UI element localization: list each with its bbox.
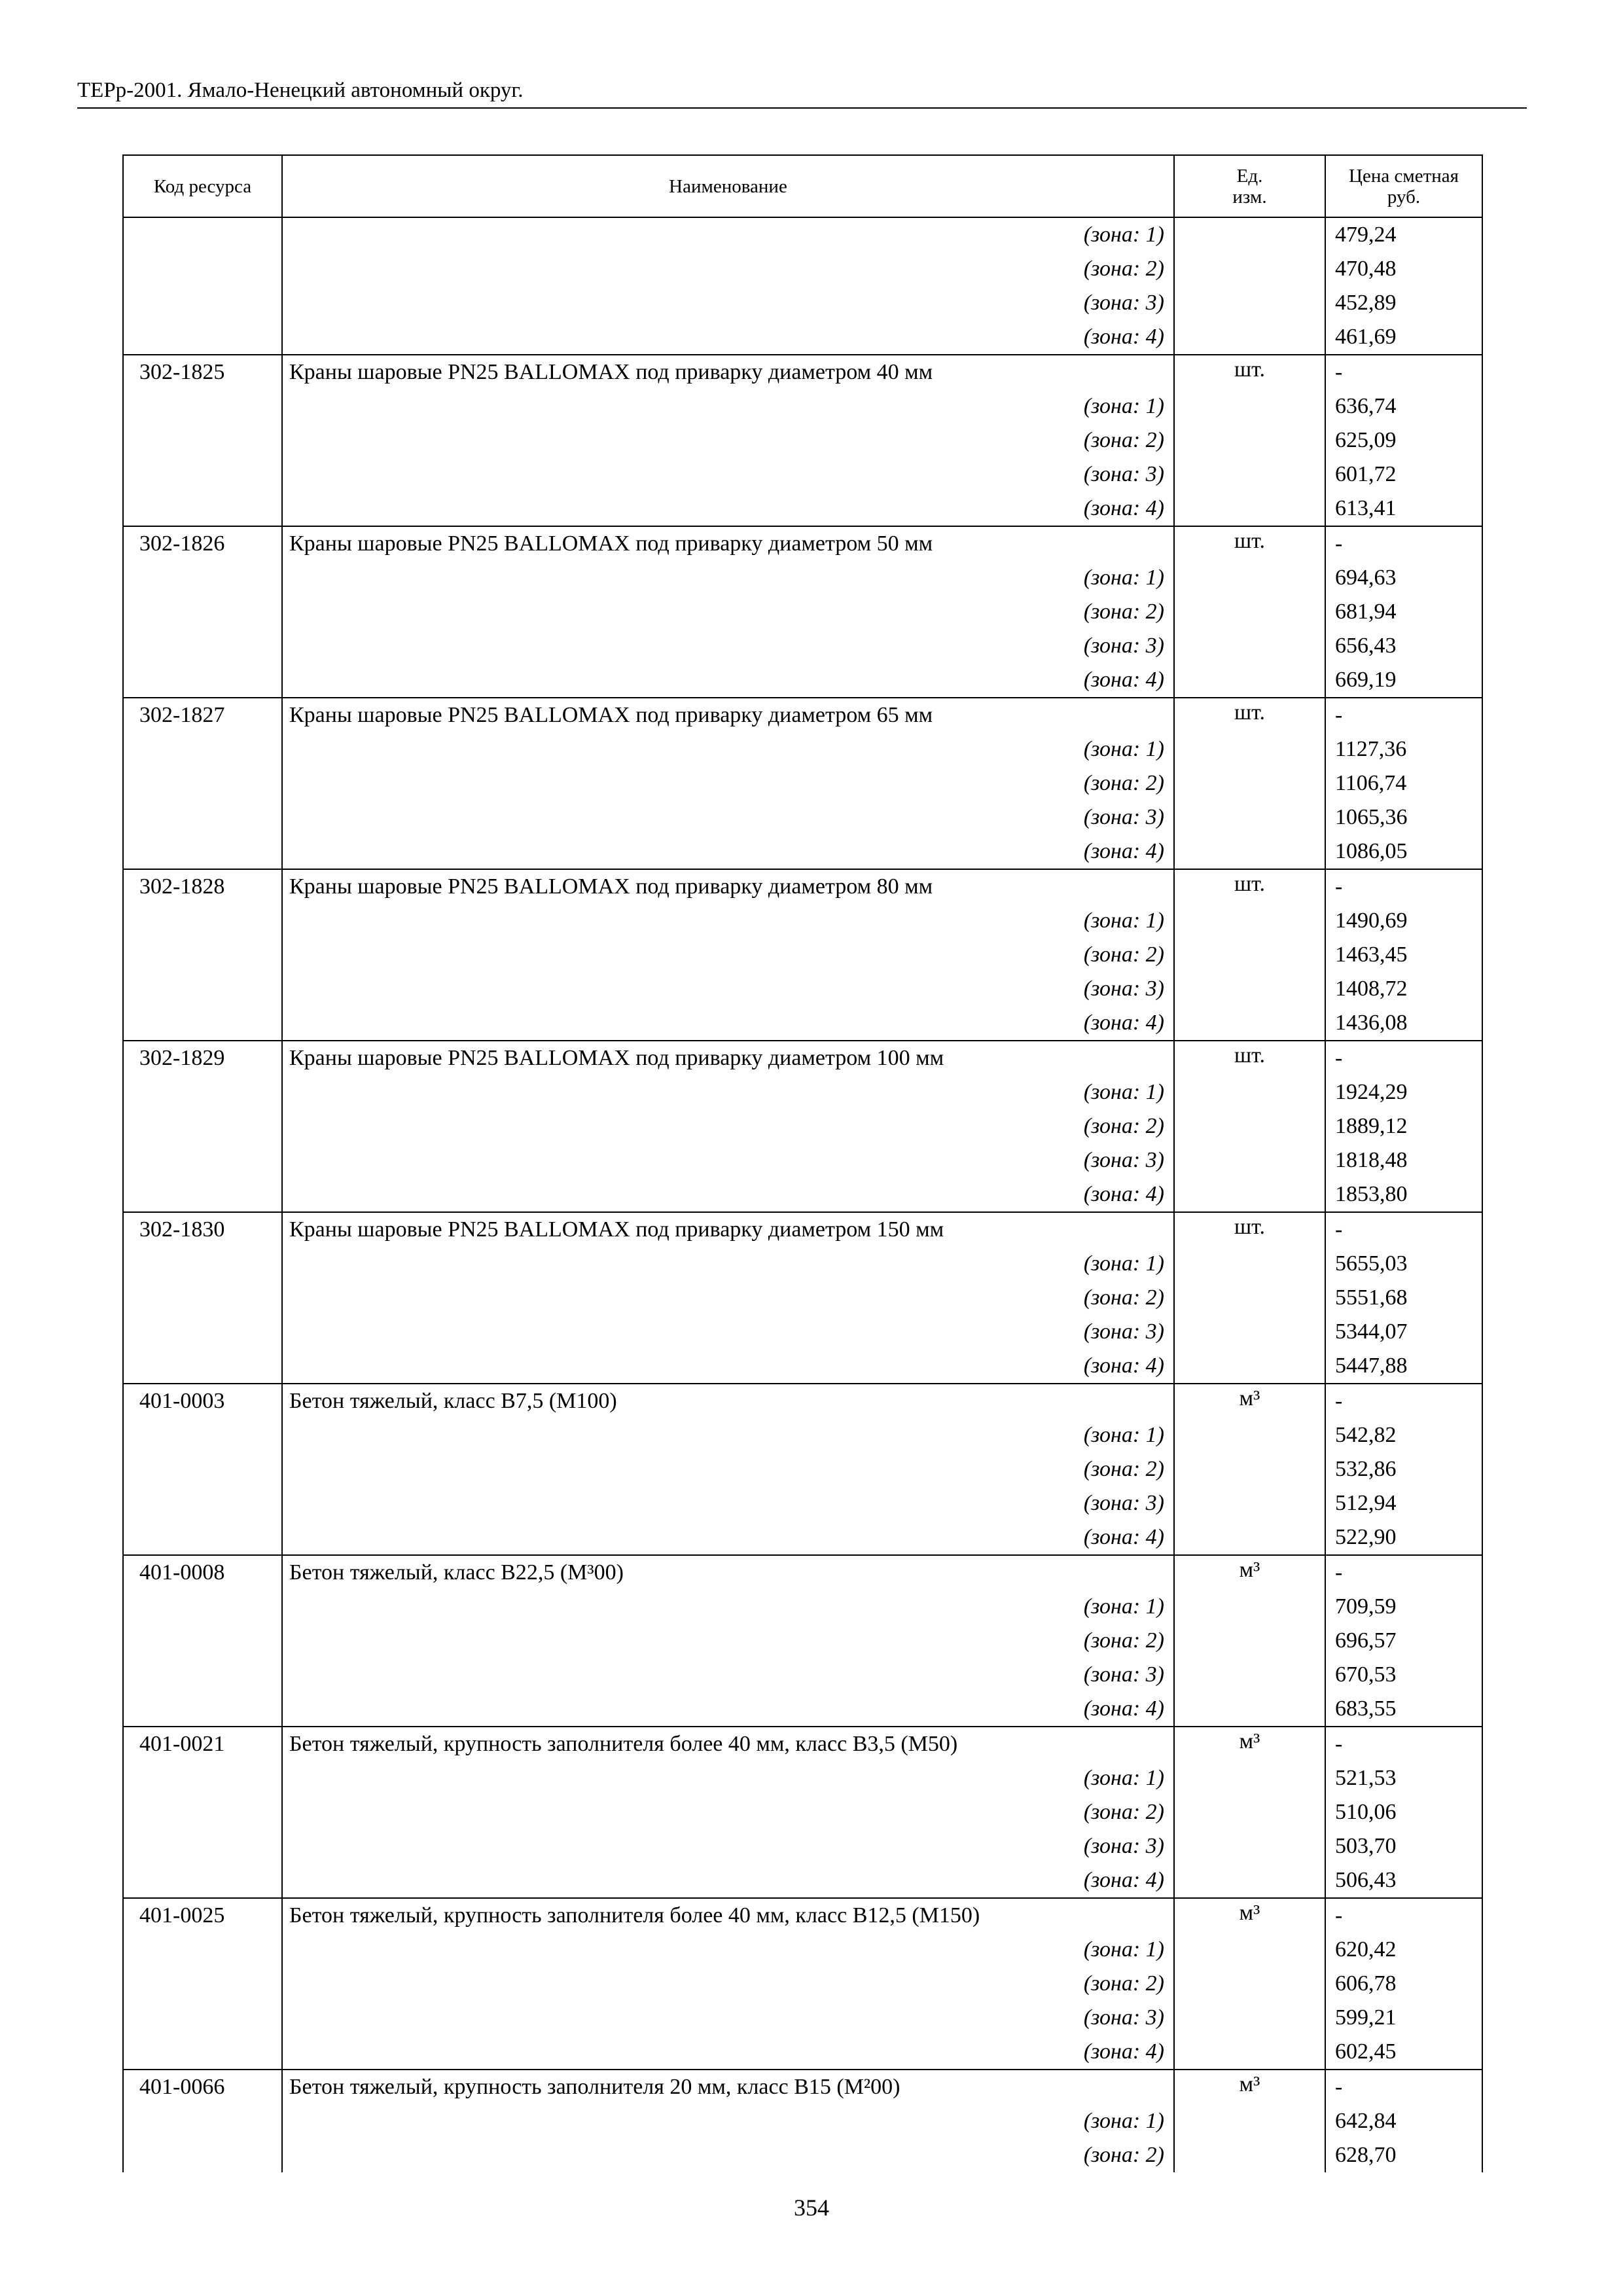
resource-code: 401-0025 [123, 1898, 282, 1933]
zone-unit-empty [1174, 320, 1325, 355]
zone-label: (зона: 2) [282, 423, 1174, 457]
zone-row [123, 1692, 1482, 1727]
zone-row [123, 1006, 1482, 1041]
zone-code-empty [123, 1692, 282, 1727]
page-number: 354 [794, 2195, 829, 2221]
resource-code: 401-0008 [123, 1555, 282, 1590]
zone-label: (зона: 4) [282, 2035, 1174, 2070]
zone-label: (зона: 1) [282, 389, 1174, 423]
zone-code-empty [123, 2001, 282, 2035]
zone-price: 521,53 [1325, 1761, 1482, 1795]
zone-row [123, 595, 1482, 629]
resource-base-price: - [1325, 1384, 1482, 1418]
zone-unit-empty [1174, 595, 1325, 629]
zone-unit-empty [1174, 1520, 1325, 1555]
zone-row [123, 1486, 1482, 1520]
zone-code-empty [123, 1109, 282, 1143]
zone-label: (зона: 2) [282, 595, 1174, 629]
zone-code-empty [123, 1829, 282, 1863]
resource-code: 401-0003 [123, 1384, 282, 1418]
zone-label: (зона: 3) [282, 457, 1174, 492]
zone-code-empty [123, 457, 282, 492]
zone-code-empty [123, 1315, 282, 1349]
zone-label: (зона: 3) [282, 972, 1174, 1006]
zone-row [123, 1418, 1482, 1452]
zone-label: (зона: 4) [282, 1006, 1174, 1041]
resource-name: Краны шаровые PN25 BALLOMAX под приварку диаметром 100 мм [282, 1041, 1174, 1075]
resource-base-price: - [1325, 1041, 1482, 1075]
resource-code: 302-1825 [123, 355, 282, 389]
resource-unit: шт. [1174, 355, 1325, 389]
zone-row [123, 423, 1482, 457]
zone-price: 636,74 [1325, 389, 1482, 423]
zone-label: (зона: 4) [282, 492, 1174, 526]
zone-code-empty [123, 834, 282, 869]
document-title: ТЕРр-2001. Ямало-Ненецкий автономный округ. [77, 79, 524, 102]
zone-code-empty [123, 1247, 282, 1281]
page-header [77, 73, 1527, 109]
resource-unit: шт. [1174, 1212, 1325, 1247]
zone-unit-empty [1174, 2035, 1325, 2070]
zone-code-empty [123, 2138, 282, 2172]
zone-code-empty [123, 1933, 282, 1967]
zone-price: 599,21 [1325, 2001, 1482, 2035]
resource-row [123, 355, 1482, 389]
table-body [123, 217, 1482, 2172]
zone-label: (зона: 2) [282, 938, 1174, 972]
table-header [123, 155, 1482, 217]
zone-label: (зона: 2) [282, 2138, 1174, 2172]
zone-row [123, 217, 1482, 252]
resource-unit: м³ [1174, 1727, 1325, 1761]
zone-unit-empty [1174, 423, 1325, 457]
zone-price: 669,19 [1325, 663, 1482, 698]
column-header-unit [1174, 155, 1325, 217]
zone-label: (зона: 2) [282, 1281, 1174, 1315]
zone-unit-empty [1174, 766, 1325, 800]
zone-unit-empty [1174, 972, 1325, 1006]
resource-name: Бетон тяжелый, крупность заполнителя более 40 мм, класс В12,5 (М150) [282, 1898, 1174, 1933]
zone-label: (зона: 1) [282, 732, 1174, 766]
zone-code-empty [123, 286, 282, 320]
zone-unit-empty [1174, 1075, 1325, 1109]
zone-code-empty [123, 1863, 282, 1898]
zone-price: 510,06 [1325, 1795, 1482, 1829]
zone-price: 542,82 [1325, 1418, 1482, 1452]
zone-label: (зона: 3) [282, 800, 1174, 834]
zone-label: (зона: 3) [282, 1658, 1174, 1692]
resource-name: Краны шаровые PN25 BALLOMAX под приварку диаметром 40 мм [282, 355, 1174, 389]
zone-label: (зона: 1) [282, 1075, 1174, 1109]
resource-row [123, 1041, 1482, 1075]
zone-unit-empty [1174, 834, 1325, 869]
zone-row [123, 1829, 1482, 1863]
zone-price: 1463,45 [1325, 938, 1482, 972]
zone-row [123, 1281, 1482, 1315]
zone-label: (зона: 3) [282, 1143, 1174, 1177]
zone-unit-empty [1174, 1109, 1325, 1143]
zone-label: (зона: 3) [282, 1829, 1174, 1863]
zone-label: (зона: 1) [282, 217, 1174, 252]
resource-unit: шт. [1174, 1041, 1325, 1075]
zone-row [123, 1177, 1482, 1212]
zone-code-empty [123, 1658, 282, 1692]
zone-code-empty [123, 663, 282, 698]
header-row [123, 155, 1482, 217]
zone-label: (зона: 2) [282, 766, 1174, 800]
resource-row [123, 869, 1482, 904]
zone-unit-empty [1174, 252, 1325, 286]
zone-code-empty [123, 217, 282, 252]
zone-unit-empty [1174, 732, 1325, 766]
zone-unit-empty [1174, 1658, 1325, 1692]
zone-unit-empty [1174, 2138, 1325, 2172]
zone-label: (зона: 2) [282, 1109, 1174, 1143]
zone-label: (зона: 1) [282, 1247, 1174, 1281]
zone-code-empty [123, 1967, 282, 2001]
resource-code: 302-1827 [123, 698, 282, 732]
resource-row [123, 1727, 1482, 1761]
zone-price: 1065,36 [1325, 800, 1482, 834]
zone-price: 620,42 [1325, 1933, 1482, 1967]
resource-row [123, 1212, 1482, 1247]
zone-code-empty [123, 1075, 282, 1109]
zone-row [123, 457, 1482, 492]
zone-code-empty [123, 2104, 282, 2138]
zone-label: (зона: 2) [282, 1624, 1174, 1658]
zone-row [123, 1863, 1482, 1898]
zone-unit-empty [1174, 492, 1325, 526]
zone-unit-empty [1174, 389, 1325, 423]
zone-code-empty [123, 1590, 282, 1624]
resource-code: 302-1826 [123, 526, 282, 561]
zone-unit-empty [1174, 1795, 1325, 1829]
zone-row [123, 904, 1482, 938]
zone-label: (зона: 1) [282, 904, 1174, 938]
zone-row [123, 1452, 1482, 1486]
zone-unit-empty [1174, 1933, 1325, 1967]
resource-unit: шт. [1174, 698, 1325, 732]
zone-code-empty [123, 1761, 282, 1795]
zone-code-empty [123, 732, 282, 766]
column-header-name: Наименование [282, 155, 1174, 217]
zone-code-empty [123, 800, 282, 834]
price-table [122, 154, 1483, 2172]
zone-row [123, 1520, 1482, 1555]
zone-price: 1924,29 [1325, 1075, 1482, 1109]
zone-price: 694,63 [1325, 561, 1482, 595]
resource-name: Бетон тяжелый, крупность заполнителя 20 мм, класс В15 (М²00) [282, 2070, 1174, 2104]
zone-price: 613,41 [1325, 492, 1482, 526]
zone-code-empty [123, 1177, 282, 1212]
resource-unit: м³ [1174, 1898, 1325, 1933]
zone-price: 506,43 [1325, 1863, 1482, 1898]
zone-unit-empty [1174, 1349, 1325, 1384]
zone-row [123, 286, 1482, 320]
zone-label: (зона: 2) [282, 1452, 1174, 1486]
zone-unit-empty [1174, 217, 1325, 252]
zone-row [123, 972, 1482, 1006]
zone-unit-empty [1174, 1829, 1325, 1863]
zone-code-empty [123, 1624, 282, 1658]
zone-row [123, 561, 1482, 595]
resource-name: Бетон тяжелый, крупность заполнителя более 40 мм, класс В3,5 (М50) [282, 1727, 1174, 1761]
zone-label: (зона: 4) [282, 1692, 1174, 1727]
zone-label: (зона: 1) [282, 1418, 1174, 1452]
resource-row [123, 698, 1482, 732]
zone-row [123, 629, 1482, 663]
zone-code-empty [123, 561, 282, 595]
resource-row [123, 526, 1482, 561]
resource-base-price: - [1325, 1727, 1482, 1761]
resource-code: 401-0021 [123, 1727, 282, 1761]
zone-row [123, 800, 1482, 834]
resource-name: Краны шаровые PN25 BALLOMAX под приварку диаметром 50 мм [282, 526, 1174, 561]
zone-unit-empty [1174, 1486, 1325, 1520]
zone-row [123, 938, 1482, 972]
zone-row [123, 1143, 1482, 1177]
resource-name: Краны шаровые PN25 BALLOMAX под приварку диаметром 80 мм [282, 869, 1174, 904]
zone-unit-empty [1174, 1452, 1325, 1486]
zone-label: (зона: 2) [282, 1967, 1174, 2001]
zone-price: 1818,48 [1325, 1143, 1482, 1177]
zone-unit-empty [1174, 1143, 1325, 1177]
column-header-code: Код ресурса [123, 155, 282, 217]
zone-price: 503,70 [1325, 1829, 1482, 1863]
zone-label: (зона: 1) [282, 1761, 1174, 1795]
zone-price: 606,78 [1325, 1967, 1482, 2001]
zone-code-empty [123, 1795, 282, 1829]
zone-code-empty [123, 492, 282, 526]
zone-row [123, 1795, 1482, 1829]
zone-price: 1436,08 [1325, 1006, 1482, 1041]
resource-name: Краны шаровые PN25 BALLOMAX под приварку диаметром 65 мм [282, 698, 1174, 732]
zone-row [123, 1349, 1482, 1384]
resource-unit: шт. [1174, 869, 1325, 904]
zone-code-empty [123, 1143, 282, 1177]
zone-label: (зона: 4) [282, 663, 1174, 698]
zone-code-empty [123, 972, 282, 1006]
zone-label: (зона: 2) [282, 252, 1174, 286]
zone-label: (зона: 3) [282, 286, 1174, 320]
zone-code-empty [123, 629, 282, 663]
resource-base-price: - [1325, 355, 1482, 389]
resource-unit: м³ [1174, 1555, 1325, 1590]
resource-base-price: - [1325, 526, 1482, 561]
resource-unit: м³ [1174, 1384, 1325, 1418]
zone-price: 628,70 [1325, 2138, 1482, 2172]
resource-unit: шт. [1174, 526, 1325, 561]
resource-name: Бетон тяжелый, класс В22,5 (М³00) [282, 1555, 1174, 1590]
zone-price: 625,09 [1325, 423, 1482, 457]
zone-row [123, 1658, 1482, 1692]
resource-row [123, 1384, 1482, 1418]
zone-unit-empty [1174, 2001, 1325, 2035]
zone-unit-empty [1174, 561, 1325, 595]
column-header-price-label: Цена сметная руб. [1349, 165, 1459, 207]
zone-code-empty [123, 2035, 282, 2070]
zone-unit-empty [1174, 2104, 1325, 2138]
zone-row [123, 252, 1482, 286]
zone-code-empty [123, 1418, 282, 1452]
zone-code-empty [123, 389, 282, 423]
zone-code-empty [123, 1349, 282, 1384]
zone-price: 670,53 [1325, 1658, 1482, 1692]
zone-price: 696,57 [1325, 1624, 1482, 1658]
zone-unit-empty [1174, 1281, 1325, 1315]
zone-price: 656,43 [1325, 629, 1482, 663]
zone-code-empty [123, 320, 282, 355]
zone-label: (зона: 4) [282, 1863, 1174, 1898]
zone-price: 1086,05 [1325, 834, 1482, 869]
zone-code-empty [123, 1520, 282, 1555]
zone-row [123, 1624, 1482, 1658]
zone-row [123, 1933, 1482, 1967]
zone-label: (зона: 1) [282, 561, 1174, 595]
zone-price: 602,45 [1325, 2035, 1482, 2070]
zone-label: (зона: 4) [282, 320, 1174, 355]
zone-unit-empty [1174, 1247, 1325, 1281]
zone-row [123, 834, 1482, 869]
zone-code-empty [123, 766, 282, 800]
resource-base-price: - [1325, 1555, 1482, 1590]
zone-unit-empty [1174, 1315, 1325, 1349]
zone-price: 5655,03 [1325, 1247, 1482, 1281]
zone-unit-empty [1174, 1863, 1325, 1898]
zone-unit-empty [1174, 1418, 1325, 1452]
zone-code-empty [123, 938, 282, 972]
resource-base-price: - [1325, 869, 1482, 904]
zone-price: 1127,36 [1325, 732, 1482, 766]
zone-code-empty [123, 595, 282, 629]
zone-code-empty [123, 904, 282, 938]
zone-row [123, 1315, 1482, 1349]
zone-label: (зона: 1) [282, 1933, 1174, 1967]
zone-label: (зона: 1) [282, 2104, 1174, 2138]
zone-unit-empty [1174, 1761, 1325, 1795]
zone-price: 479,24 [1325, 217, 1482, 252]
resource-row [123, 1898, 1482, 1933]
zone-row [123, 2104, 1482, 2138]
zone-price: 5447,88 [1325, 1349, 1482, 1384]
column-header-price [1325, 155, 1482, 217]
zone-row [123, 2035, 1482, 2070]
zone-code-empty [123, 1006, 282, 1041]
zone-unit-empty [1174, 457, 1325, 492]
zone-price: 681,94 [1325, 595, 1482, 629]
zone-price: 512,94 [1325, 1486, 1482, 1520]
zone-row [123, 320, 1482, 355]
zone-unit-empty [1174, 1590, 1325, 1624]
zone-row [123, 1761, 1482, 1795]
zone-price: 1889,12 [1325, 1109, 1482, 1143]
zone-row [123, 663, 1482, 698]
resource-code: 302-1830 [123, 1212, 282, 1247]
resource-base-price: - [1325, 1898, 1482, 1933]
zone-code-empty [123, 1281, 282, 1315]
resource-unit: м³ [1174, 2070, 1325, 2104]
zone-code-empty [123, 423, 282, 457]
zone-label: (зона: 4) [282, 1177, 1174, 1212]
resource-row [123, 2070, 1482, 2104]
zone-price: 5551,68 [1325, 1281, 1482, 1315]
zone-row [123, 732, 1482, 766]
resource-code: 302-1828 [123, 869, 282, 904]
zone-row [123, 1075, 1482, 1109]
zone-row [123, 2138, 1482, 2172]
zone-unit-empty [1174, 938, 1325, 972]
zone-price: 5344,07 [1325, 1315, 1482, 1349]
zone-price: 522,90 [1325, 1520, 1482, 1555]
resource-code: 302-1829 [123, 1041, 282, 1075]
zone-row [123, 1590, 1482, 1624]
zone-unit-empty [1174, 1006, 1325, 1041]
column-header-unit-label: Ед. изм. [1232, 165, 1267, 207]
zone-unit-empty [1174, 1692, 1325, 1727]
zone-unit-empty [1174, 286, 1325, 320]
zone-price: 1490,69 [1325, 904, 1482, 938]
zone-unit-empty [1174, 1967, 1325, 2001]
zone-unit-empty [1174, 904, 1325, 938]
resource-base-price: - [1325, 698, 1482, 732]
zone-price: 709,59 [1325, 1590, 1482, 1624]
zone-row [123, 1967, 1482, 2001]
zone-row [123, 1247, 1482, 1281]
zone-label: (зона: 1) [282, 1590, 1174, 1624]
zone-price: 601,72 [1325, 457, 1482, 492]
zone-label: (зона: 2) [282, 1795, 1174, 1829]
zone-unit-empty [1174, 663, 1325, 698]
zone-code-empty [123, 1486, 282, 1520]
zone-price: 452,89 [1325, 286, 1482, 320]
zone-unit-empty [1174, 1177, 1325, 1212]
zone-label: (зона: 3) [282, 1315, 1174, 1349]
zone-price: 532,86 [1325, 1452, 1482, 1486]
zone-row [123, 2001, 1482, 2035]
zone-unit-empty [1174, 800, 1325, 834]
zone-code-empty [123, 252, 282, 286]
resource-name: Краны шаровые PN25 BALLOMAX под приварку диаметром 150 мм [282, 1212, 1174, 1247]
zone-row [123, 492, 1482, 526]
zone-row [123, 766, 1482, 800]
zone-unit-empty [1174, 629, 1325, 663]
resource-code: 401-0066 [123, 2070, 282, 2104]
zone-row [123, 1109, 1482, 1143]
zone-price: 461,69 [1325, 320, 1482, 355]
zone-label: (зона: 4) [282, 834, 1174, 869]
zone-code-empty [123, 1452, 282, 1486]
zone-price: 683,55 [1325, 1692, 1482, 1727]
resource-base-price: - [1325, 1212, 1482, 1247]
zone-label: (зона: 3) [282, 2001, 1174, 2035]
zone-price: 642,84 [1325, 2104, 1482, 2138]
zone-price: 1408,72 [1325, 972, 1482, 1006]
zone-row [123, 389, 1482, 423]
zone-price: 1853,80 [1325, 1177, 1482, 1212]
zone-label: (зона: 3) [282, 1486, 1174, 1520]
zone-label: (зона: 3) [282, 629, 1174, 663]
zone-label: (зона: 4) [282, 1349, 1174, 1384]
resource-row [123, 1555, 1482, 1590]
zone-price: 470,48 [1325, 252, 1482, 286]
zone-label: (зона: 4) [282, 1520, 1174, 1555]
zone-price: 1106,74 [1325, 766, 1482, 800]
zone-unit-empty [1174, 1624, 1325, 1658]
resource-base-price: - [1325, 2070, 1482, 2104]
resource-name: Бетон тяжелый, класс В7,5 (М100) [282, 1384, 1174, 1418]
